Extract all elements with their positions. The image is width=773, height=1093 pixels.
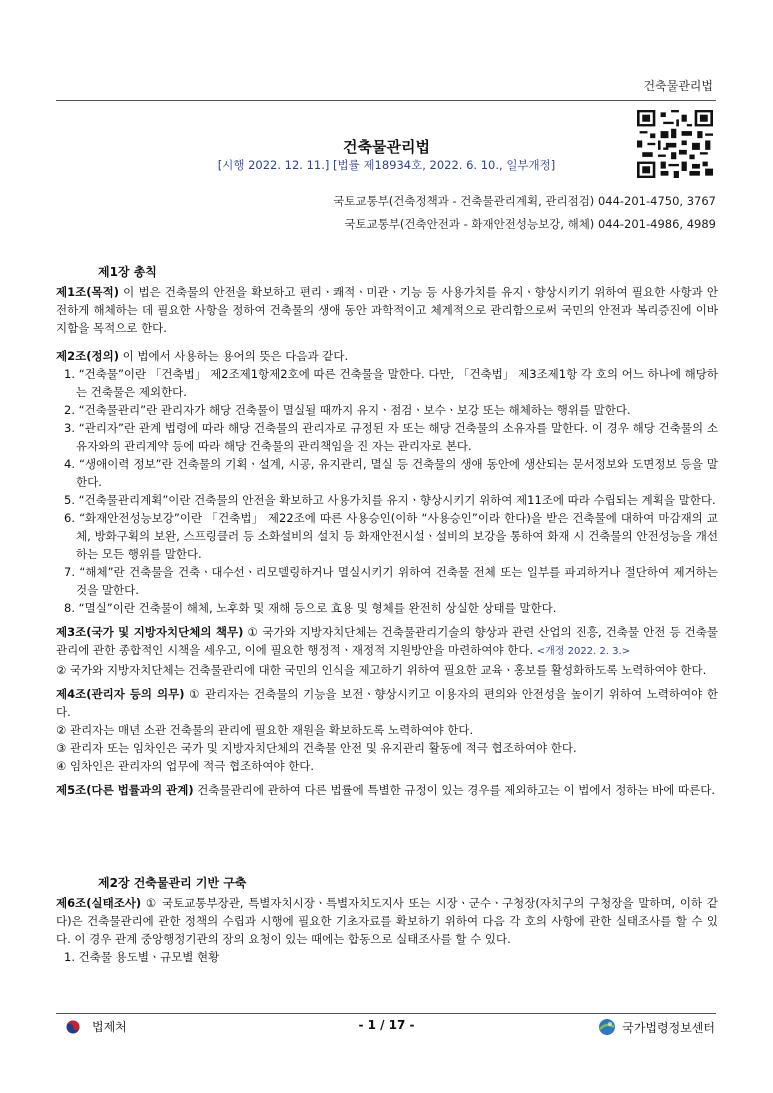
chapter-1-heading: 제1장 총칙	[98, 265, 157, 279]
article-4-heading: 제4조(관리자 등의 의무)	[56, 687, 185, 701]
definition-item: 5. “건축물관리계획”이란 건축물의 안전을 확보하고 사용가치를 유지ㆍ향상시키기 위하여 제11조에 따라 수립되는 계획을 말한다.	[64, 493, 716, 507]
article-6	[56, 894, 718, 948]
article-4-paragraph-4: ④ 임차인은 관리자의 업무에 적극 협조하여야 한다.	[56, 759, 315, 773]
article-2-text: 이 법에서 사용하는 용어의 뜻은 다음과 같다.	[118, 349, 349, 363]
chapter-2-body	[56, 894, 718, 966]
chapter-2-heading: 제2장 건축물관리 기반 구축	[98, 876, 247, 890]
article-3-paragraph-2: ② 국가와 지방자치단체는 건축물관리에 대한 국민의 인식을 제고하기 위하여 필요한 교육ㆍ홍보를 활성화하도록 노력하여야 한다.	[56, 663, 707, 677]
definition-item: 1. “건축물”이란 「건축법」 제2조제1항제2호에 따른 건축물을 말한다. 다만, 「건축법」 제3조제1항 각 호의 어느 하나에 해당하는 건축물은 제외한다.	[64, 367, 718, 399]
article-1-text: 이 법은 건축물의 안전을 확보하고 편리ㆍ쾌적ㆍ미관ㆍ기능 등 사용가치를 유지ㆍ향상시키기 위하여 필요한 사항과 안전하게 해체하는 데 필요한 사항을 정하여 건축물의 생애 동안 과학적이고 체계적으로 관리함으로써 국민의 안전과 복리증진에 이바지함을 목적으로 한다.	[56, 285, 718, 335]
article-4-paragraph-1: ① 관리자는 건축물의 기능을 보전ㆍ향상시키고 이용자의 편의와 안전성을 높이기 위하여 노력하여야 한다.	[56, 687, 718, 719]
article-5-text: 건축물관리에 관하여 다른 법률에 특별한 규정이 있는 경우를 제외하고는 이 법에서 정하는 바에 따른다.	[193, 783, 716, 797]
definition-item: 2. “건축물관리”란 관리자가 해당 건축물이 멸실될 때까지 유지ㆍ점검ㆍ보수ㆍ보강 또는 해체하는 행위를 말한다.	[64, 403, 631, 417]
footer-agency: 법제처	[92, 1020, 127, 1034]
article-2-heading: 제2조(정의)	[56, 349, 119, 363]
definition-item: 4. “생애이력 정보”란 건축물의 기획ㆍ설계, 시공, 유지관리, 멸실 등 건축물의 생애 동안에 생산되는 문서정보와 도면정보 등을 말한다.	[64, 457, 718, 489]
article-4	[56, 685, 718, 721]
definition-item: 7. “해체”란 건축물을 건축ㆍ대수선ㆍ리모델링하거나 멸실시키기 위하여 건축물 전체 또는 일부를 파괴하거나 절단하여 제거하는 것을 말한다.	[64, 565, 718, 597]
qr-code	[637, 110, 713, 178]
article-5-heading: 제5조(다른 법률과의 관계)	[56, 783, 194, 797]
chapter-1-body	[56, 283, 718, 803]
running-title: 건축물관리법	[643, 79, 713, 93]
article-6-heading: 제6조(실태조사)	[56, 896, 142, 910]
article-4-paragraph-2: ② 관리자는 매년 소관 건축물의 관리에 필요한 재원을 확보하도록 노력하여야 한다.	[56, 723, 474, 737]
article-1	[56, 283, 718, 337]
definition-item: 6. “화재안전성능보강”이란 「건축법」 제22조에 따른 사용승인(이하 “사용승인”이라 한다)을 받은 건축물에 대하여 마감재의 교체, 방화구획의 보완, 스프링클러 등 소화설비의 설치 등 화재안전시설ㆍ설비의 보강을 통하여 화재 시 건축물의 안전성능을 개선하는 모든 행위를 말한다.	[64, 511, 718, 561]
article-3-paragraph-1: ① 국가와 지방자치단체는 건축물관리기술의 향상과 관련 산업의 진흥, 건축물 안전 등 건축물관리에 관한 종합적인 시책을 세우고, 이에 필요한 행정적ㆍ재정적 지원방안을 마련하여야 한다.	[56, 625, 718, 657]
footer-center-label: 국가법령정보센터	[622, 1020, 715, 1035]
article-4-paragraph-3: ③ 관리자 또는 임차인은 국가 및 지방자치단체의 건축물 안전 및 유지관리 활동에 적극 협조하여야 한다.	[56, 741, 577, 755]
article-3-heading: 제3조(국가 및 지방자치단체의 책무)	[56, 625, 244, 639]
survey-item: 1. 건축물 용도별ㆍ규모별 현황	[64, 950, 220, 964]
article-2	[56, 347, 718, 365]
definition-item: 3. “관리자”란 관계 법령에 따라 해당 건축물의 관리자로 규정된 자 또는 해당 건축물의 소유자를 말한다. 이 경우 해당 건축물의 소유자와의 관리계약 등에 따라 해당 건축물의 관리책임을 진 자는 관리자로 본다.	[64, 421, 718, 453]
document-title: 건축물관리법	[343, 138, 430, 156]
article-1-heading: 제1조(목적)	[56, 285, 119, 299]
globe-logo-icon	[598, 1018, 616, 1036]
header-divider	[56, 100, 716, 101]
footer-center-name	[598, 1018, 715, 1036]
definition-item: 8. “멸실”이란 건축물이 해체, 노후화 및 재해 등으로 효용 및 형체를 완전히 상실한 상태를 말한다.	[64, 601, 557, 615]
footer-divider	[56, 1013, 716, 1014]
page-number: - 1 / 17 -	[358, 1018, 415, 1032]
article-6-paragraph-1: ① 국토교통부장관, 특별자치시장ㆍ특별자치도지사 또는 시장ㆍ군수ㆍ구청장(자치구의 구청장을 말하며, 이하 같다)은 건축물관리에 관한 정책의 수립과 시행에 필요한 기초자료를 확보하기 위하여 다음 각 호의 사항에 관한 실태조사를 할 수 있다. 이 경우 관계 중앙행정기관의 장의 요청이 있는 때에는 합동으로 실태조사를 할 수 있다.	[56, 896, 718, 946]
amendment-note: <개정 2022. 2. 3.>	[536, 646, 631, 657]
article-3	[56, 623, 718, 661]
article-5	[56, 781, 718, 799]
contact-line-2: 국토교통부(건축안전과 - 화재안전성능보강, 해체) 044-201-4986, 4989	[344, 217, 716, 231]
document-subtitle: [시행 2022. 12. 11.] [법률 제18934호, 2022. 6. 10., 일부개정]	[217, 158, 556, 172]
contact-line-1: 국토교통부(건축정책과 - 건축물관리계획, 관리점검) 044-201-4750, 3767	[333, 194, 716, 208]
